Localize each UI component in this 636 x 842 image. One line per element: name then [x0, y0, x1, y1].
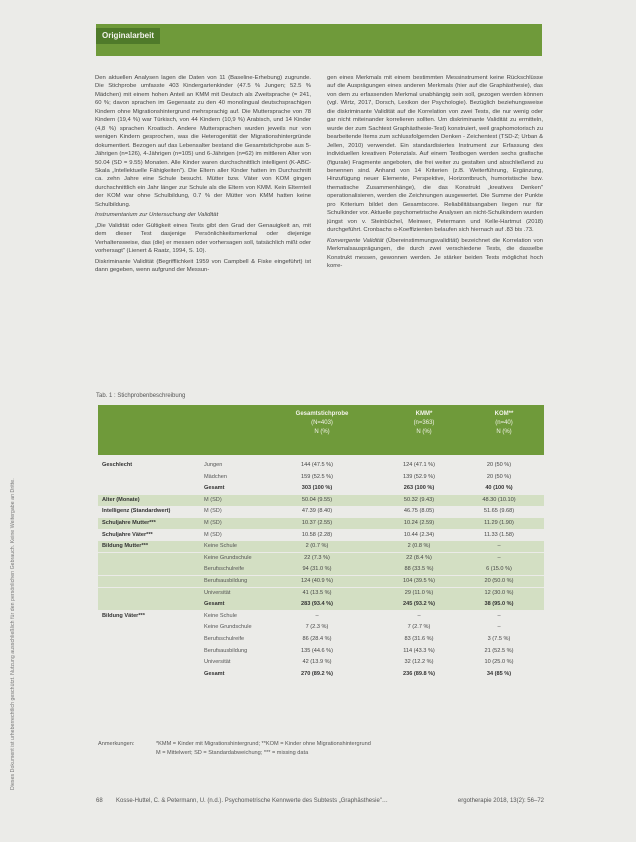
cell-kom: 3 (7.5 %): [487, 636, 511, 642]
row-level: Gesamt: [204, 485, 225, 492]
row-level: Berufsausbildung: [204, 647, 248, 654]
cell-total: 94 (31.0 %): [302, 566, 332, 573]
cell-kmm: 29 (11.0 %): [404, 589, 434, 596]
notes-line-1: *KMM = Kinder mit Migrationshintergrund; **KOM = Kinder ohne Migrationshintergrund: [156, 741, 371, 747]
cell-total: 135 (44.6 %): [300, 647, 334, 654]
cell-kmm: 22 (8.4 %): [406, 554, 432, 561]
cell-kmm: 114 (43.3 %): [403, 647, 435, 654]
table-row: [98, 553, 544, 564]
table-row: [98, 657, 544, 668]
row-level: Gesamt: [204, 670, 225, 677]
cell-kom: 34 (85 %): [486, 670, 512, 677]
cell-kmm: 139 (52.9 %): [402, 473, 436, 480]
cell-total: 41 (13.5 %): [302, 589, 332, 596]
page-number: 68: [96, 798, 103, 804]
cell-total: 270 (89.2 %): [300, 670, 334, 677]
cell-kmm: 83 (31.6 %): [404, 636, 434, 642]
table-row: [98, 530, 544, 541]
table-row: [98, 460, 544, 471]
row-category: Intelligenz (Standardwert): [102, 508, 171, 515]
cell-kom: –: [497, 624, 501, 631]
table-row: [98, 472, 544, 483]
cell-kmm: 50.32 (9.43): [403, 496, 435, 503]
table-caption: Tab. 1 : Stichprobenbeschreibung: [96, 393, 186, 399]
right-paragraph-2-text: (Übereinstimmungsvalidität) bezeichnet die Korrelation von Merkmalsausprägungen, die durch zwei verschiedene Tests, die dasselbe Konstrukt messen, gewonnen werden. Je stärker beiden Tests möglichst hoch korre-: [327, 237, 543, 269]
table-row: [98, 611, 544, 622]
body-text: [95, 74, 545, 366]
left-paragraph-3: Diskriminante Validität (Begrifflichkeit 1959 von Campbell & Fiske eingeführt) ist dann gegeben, wenn aufgrund der Messun-: [95, 258, 311, 273]
cell-kmm: 104 (39.5 %): [402, 578, 436, 584]
cell-kom: 6 (15.0 %): [486, 566, 512, 573]
cell-kom: 11.33 (1.58): [484, 531, 514, 538]
row-level: Universität: [204, 589, 231, 596]
cell-kmm: 10.44 (2.34): [403, 531, 435, 538]
cell-kom: 21 (52.5 %): [484, 647, 514, 654]
cell-kom: 40 (100 %): [485, 485, 513, 492]
table-row: [98, 518, 544, 529]
cell-total: 7 (2.3 %): [305, 624, 329, 631]
cell-total: 10.58 (2.28): [301, 531, 333, 538]
cell-total: 124 (40.9 %): [300, 578, 334, 584]
cell-kmm: 124 (47.1 %): [402, 462, 436, 468]
footer-citation: Kosse-Huttel, C. & Petermann, U. (n.d.). Psychometrische Kennwerte des Subtests „Graphästhesie"…: [116, 798, 388, 804]
cell-total: 303 (100 %): [301, 485, 333, 492]
table-header: [98, 405, 544, 455]
row-level: M (SD): [204, 496, 222, 503]
cell-kmm: 7 (2.7 %): [407, 624, 431, 631]
cell-total: 47.39 (8.40): [301, 508, 333, 515]
cell-total: 144 (47.5 %): [300, 462, 334, 468]
cell-total: 22 (7.3 %): [304, 554, 330, 561]
row-level: Keine Schule: [204, 612, 237, 619]
table-row: [98, 622, 544, 633]
cell-kom: 51.65 (9.68): [483, 508, 515, 515]
cell-kom: –: [497, 554, 501, 561]
table-row: [98, 483, 544, 494]
table-row: [98, 634, 544, 645]
row-category: Schuljahre Väter***: [102, 531, 153, 538]
table-row: [98, 599, 544, 610]
copyright-side-note: Dieses Dokument ist urheberrechtlich geschützt. Nutzung ausschließlich für den persönlichen Gebrauch. Keine Weitergabe an Dritte.: [10, 478, 16, 790]
row-level: Jungen: [204, 462, 223, 468]
right-column: [327, 74, 543, 366]
cell-kmm: 88 (33.5 %): [404, 566, 434, 573]
table-row: [98, 669, 544, 680]
cell-kom: 20 (50.0 %): [484, 578, 514, 584]
row-level: Universität: [204, 659, 231, 666]
cell-total: 2 (0.7 %): [305, 543, 329, 550]
right-paragraph-2: [327, 237, 543, 271]
header-kmm: KMM* (n=363) N (%): [413, 411, 435, 435]
cell-total: 283 (93.4 %): [300, 601, 334, 608]
right-paragraph-1: gen eines Merkmals mit einem bestimmten Messinstrument keine Rückschlüsse auf die Ausprägungen eines anderen Merkmals (hier auf die Graphästhesie), das von dem zu erfassenden Merkmal unabhängig sein soll, gezogen werden können (vgl. Wirtz, 2017, Dorsch, Lexikon der Psychologie). Bezüglich beziehungsweise die diskriminante Validität auf die Korrelation von zwei Tests, die nur wenig oder gar nicht miteinander korrelieren sollten. Um diskriminante Validität zu ermitteln, wurde der zum Sachtest Graphästhesie-Test) konstruiert, weil graphomotorisch zu bearbeitende Items zum schlussfolgernden Denken - Zeichentest (TSD-Z; Urban & Jellen, 2010) verwendet. Ein standardisiertes Instrument zur Erfassung des individuellen kreativen Potenzials. Auf einem Testbogen werden sechs grafische (figurale) Fragmente angeboten, die frei weiter zu gestalten und abschließend zu benennen sind. Anhand von 14 Kriterien (z.B. Weiterführung, Ergänzung, Hinzufügung neuer Elemente, Perspektive, Horizontbruch, humoristische bzw. thematische Zusammenhänge), die das Konstrukt „kreatives Denken" operationalisieren, werden die Zeichnungen ausgewertet. Die Summe der Punkte pro Kriterium bildet den Gesamtscore. Reliabilitätsangaben liegen nur für Schulkinder vor. Aktuelle psychometrische Analysen an nicht-Schulkindern wurden jüngst von v. Steinbüchel, Meinwer, Petermann und Kelle-Hartmut (2018) durchgeführt. Cronbachs α-Koeffizienten belaufen sich hiernach auf .83 bis .73.: [327, 75, 543, 234]
table-row: [98, 541, 544, 552]
footer-journal: ergotherapie 2018, 13(2): 56–72: [457, 798, 544, 804]
header-total: Gesamtstichprobe (N=403) N (%): [295, 411, 349, 435]
table-row: [98, 588, 544, 599]
row-category: Bildung Väter***: [102, 612, 145, 619]
cell-total: 159 (52.5 %): [300, 473, 334, 480]
table-row: [98, 564, 544, 575]
row-level: Berufsausbildung: [204, 578, 248, 584]
notes-line-2: M = Mittelwert; SD = Standardabweichung; *** = missing data: [156, 750, 309, 756]
row-level: M (SD): [204, 508, 222, 515]
cell-kom: 20 (50 %): [486, 473, 512, 480]
table-row: [98, 506, 544, 517]
cell-total: 10.37 (2.55): [301, 520, 333, 526]
cell-kmm: 236 (89.8 %): [402, 670, 436, 677]
cell-kmm: 245 (93.2 %): [402, 601, 436, 608]
row-level: Berufsschulreife: [204, 636, 245, 642]
row-level: Berufsschulreife: [204, 566, 245, 573]
row-level: Keine Grundschule: [204, 554, 252, 561]
row-level: Mädchen: [204, 473, 228, 480]
row-category: Bildung Mutter***: [102, 543, 148, 550]
cell-kom: 11.29 (1.90): [484, 520, 514, 526]
row-category: Alter (Monate): [102, 496, 140, 503]
header-kom: KOM** (n=40) N (%): [494, 411, 514, 435]
cell-kom: 38 (95.0 %): [484, 601, 514, 608]
row-level: M (SD): [204, 531, 222, 538]
row-level: Gesamt: [204, 601, 225, 608]
cell-kom: –: [497, 612, 501, 619]
left-column: [95, 74, 311, 366]
row-level: Keine Grundschule: [204, 624, 252, 631]
cell-kmm: 2 (0.8 %): [407, 543, 431, 550]
cell-total: –: [315, 612, 319, 619]
cell-total: 86 (28.4 %): [302, 636, 332, 642]
table-row: [98, 495, 544, 506]
row-level: M (SD): [204, 520, 222, 526]
cell-kmm: 263 (100 %): [403, 485, 435, 492]
cell-kom: 10 (25.0 %): [484, 659, 514, 666]
cell-total: 50.04 (9.55): [301, 496, 333, 503]
cell-total: 42 (13.9 %): [302, 659, 332, 666]
right-subheading: Konvergente Validität: [327, 237, 384, 244]
cell-kom: 20 (50 %): [486, 462, 512, 468]
table-row: [98, 646, 544, 657]
cell-kom: 12 (30.0 %): [484, 589, 514, 596]
section-tag: Originalarbeit: [96, 28, 160, 44]
row-level: Keine Schule: [204, 543, 237, 550]
cell-kmm: 46.75 (8.05): [403, 508, 435, 515]
cell-kom: 48.30 (10.10): [482, 496, 516, 503]
left-subheading: Instrumentarium zur Untersuchung der Validität: [95, 212, 219, 219]
cell-kom: –: [497, 543, 501, 550]
table-row: [98, 576, 544, 587]
row-category: Schuljahre Mutter***: [102, 520, 156, 526]
notes-label: Anmerkungen:: [98, 741, 135, 747]
cell-kmm: 32 (12.2 %): [404, 659, 434, 666]
cell-kmm: 10.24 (2.59): [403, 520, 435, 526]
left-paragraph-2: „Die Validität oder Gültigkeit eines Tests gibt den Grad der Genauigkeit an, mit dem dieser Test dasjenige Persönlichkeitsmerkmal oder diejenige Verhaltensweise, das (die) er messen oder vorhersagen soll, tatsächlich mißt oder vorhersagt" (Lienert & Raatz, 1994, S. 10).: [95, 222, 311, 255]
header-band: [96, 24, 542, 56]
left-paragraph-1: Den aktuellen Analysen lagen die Daten von 11 (Baseline-Erhebung) zugrunde. Die Stichprobe umfasste 403 Kindergartenkinder (47.5 % Jungen; 52.5 % Mädchen) mit einem hohen Anteil an KMM mit Deutsch als Zweitsprache (= 241, 60 %; davon sprachen im Gegensatz zu den 40 monolingual deutschsprachigen Kindern ohne Migrationshintergrund mehrsprachig auf. Die Muttersprache von 78 Kindern (19,4 %) war Türkisch, von 44 Kindern (10,9 %) Arabisch, und 14 Kinder (4,8 %) sprachen Kroatisch. Andere Muttersprachen wurden jeweils nur von wenigen Kindern gesprochen, was die Heterogenität der Migrationshintergründe dokumentiert. Bezogen auf das Lebensalter bestand die Gesamtstichprobe aus 5-Jährigen (n=126), 4-Jährigen (n=105) und 6-Jährigen (n=62) im mittleren Alter von 50.04 (SD = 9.55) Monaten. Alle Kinder waren durchschnittlich intelligent (K-ABC-Skala „Intellektuelle Fähigkeiten"). Die Eltern aller Kinder hatten im Durchschnitt ca. zehn Jahre eine Schule besucht. Mütter bzw. Väter von KOM gingen durchschnittlich ein Jahr länger zur Schule als die Eltern von KMM. Kein Elternteil der KOM war ohne Schulbildung, 0.7 % der Mütter von KMM hatten keine Schulbildung.: [95, 75, 311, 208]
cell-kmm: –: [417, 612, 421, 619]
row-category: Geschlecht: [102, 462, 133, 468]
